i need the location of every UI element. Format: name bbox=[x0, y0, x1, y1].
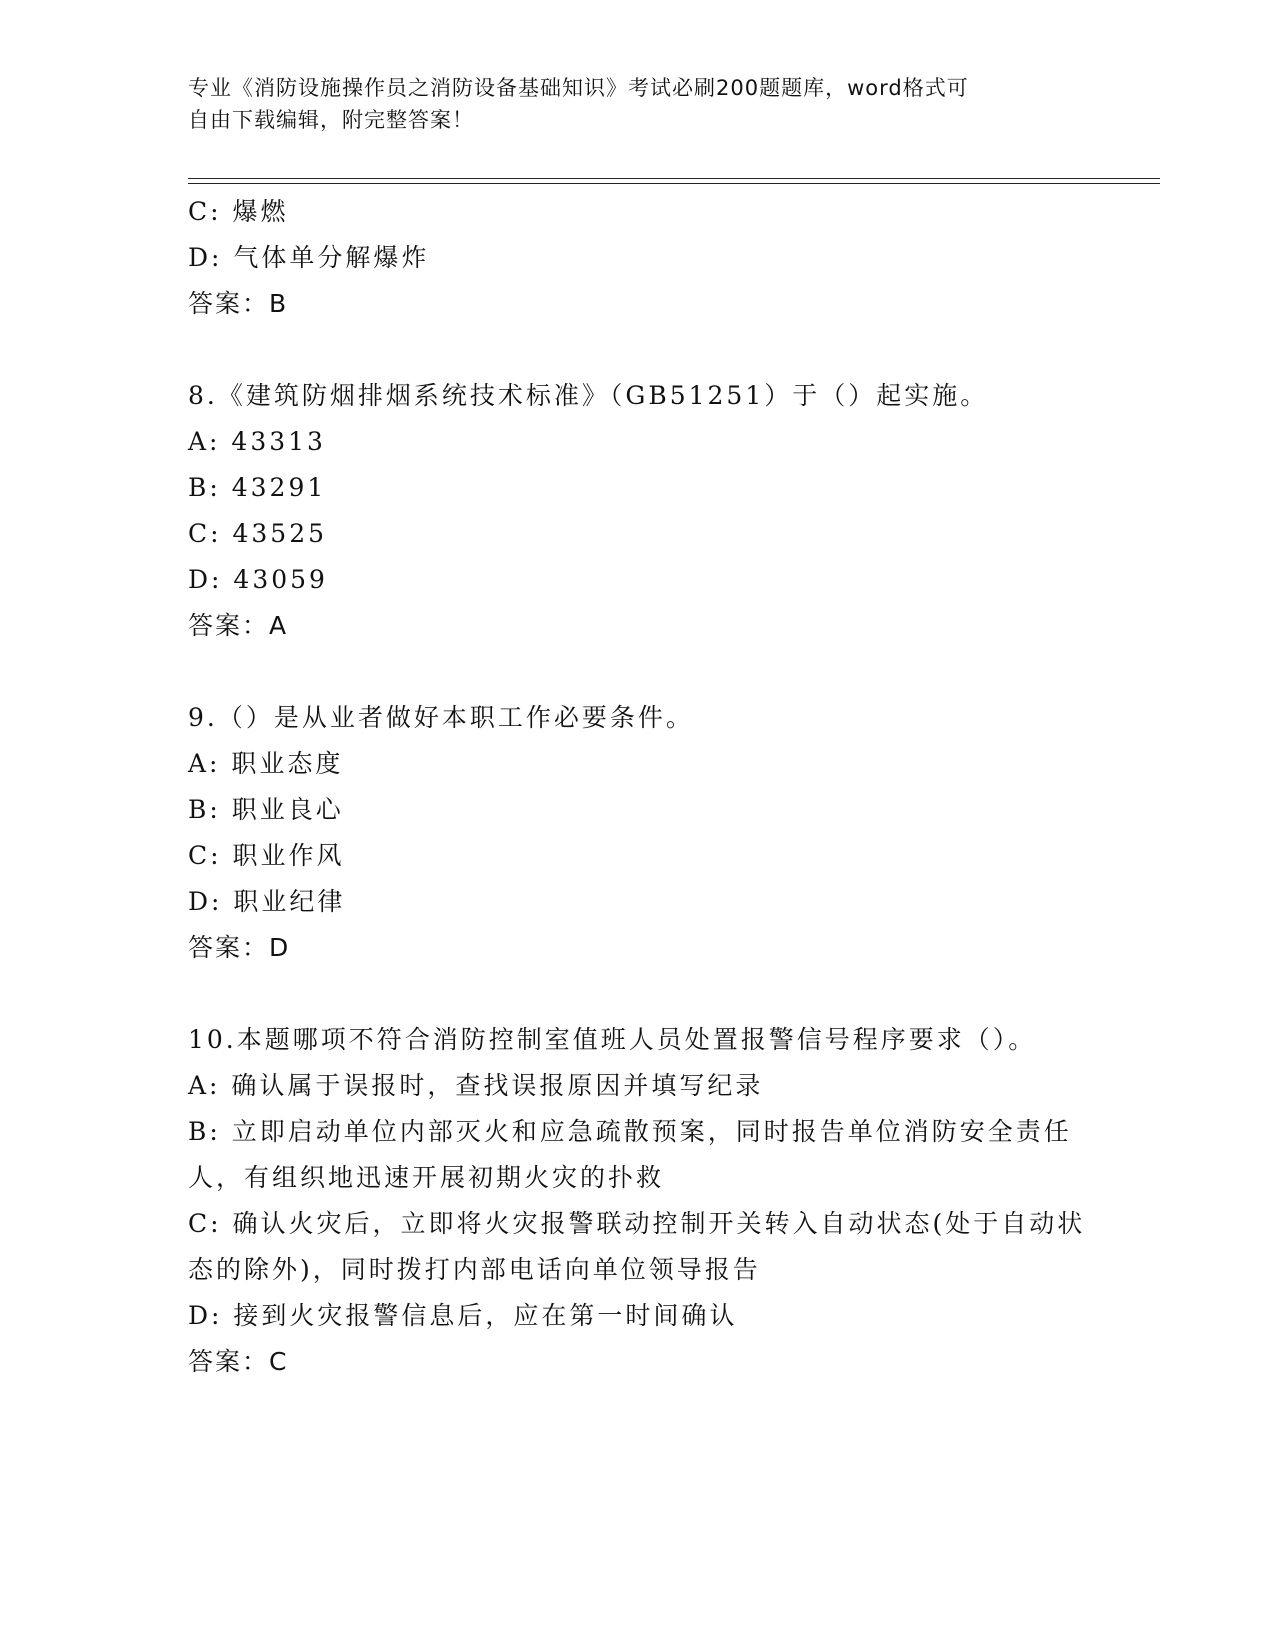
option-a: A: 职业态度 bbox=[188, 749, 344, 778]
question-8 bbox=[188, 373, 1088, 649]
option-c: C: 43525 bbox=[188, 519, 328, 548]
option-a: A: 43313 bbox=[188, 427, 326, 456]
question-7-tail bbox=[188, 189, 1088, 327]
option-c: C: 职业作风 bbox=[188, 841, 345, 870]
option-d: D: 气体单分解爆炸 bbox=[188, 243, 430, 272]
answer: 答案：B bbox=[188, 289, 289, 318]
header-divider-top bbox=[188, 178, 1160, 179]
question-stem: 9.（）是从业者做好本职工作必要条件。 bbox=[188, 703, 694, 732]
spacer bbox=[188, 327, 1088, 373]
option-c: C: 确认火灾后，立即将火灾报警联动控制开关转入自动状态(处于自动状态的除外)，同时拨打内部电话向单位领导报告 bbox=[188, 1209, 1086, 1284]
document-header bbox=[188, 72, 1088, 136]
option-d: D: 接到火灾报警信息后，应在第一时间确认 bbox=[188, 1301, 738, 1330]
header-line-1: 专业《消防设施操作员之消防设备基础知识》考试必刷200题题库，word格式可 bbox=[188, 76, 969, 100]
question-9 bbox=[188, 695, 1088, 971]
option-c: C: 爆燃 bbox=[188, 197, 289, 226]
option-b: B: 43291 bbox=[188, 473, 327, 502]
spacer bbox=[188, 649, 1088, 695]
question-stem: 8.《建筑防烟排烟系统技术标准》（GB51251）于（）起实施。 bbox=[188, 381, 989, 410]
option-b: B: 立即启动单位内部灭火和应急疏散预案，同时报告单位消防安全责任人，有组织地迅速开展初期火灾的扑救 bbox=[188, 1117, 1072, 1192]
answer: 答案：A bbox=[188, 611, 289, 640]
option-b: B: 职业良心 bbox=[188, 795, 344, 824]
question-stem: 10.本题哪项不符合消防控制室值班人员处置报警信号程序要求（）。 bbox=[188, 1025, 1037, 1054]
option-d: D: 43059 bbox=[188, 565, 328, 594]
question-10 bbox=[188, 1017, 1088, 1385]
option-a: A: 确认属于误报时，查找误报原因并填写纪录 bbox=[188, 1071, 764, 1100]
document-body bbox=[188, 189, 1088, 1385]
header-line-2: 自由下载编辑，附完整答案！ bbox=[188, 108, 474, 132]
answer: 答案：D bbox=[188, 933, 291, 962]
header-divider-bottom bbox=[188, 183, 1160, 184]
answer: 答案：C bbox=[188, 1347, 289, 1376]
spacer bbox=[188, 971, 1088, 1017]
option-d: D: 职业纪律 bbox=[188, 887, 346, 916]
